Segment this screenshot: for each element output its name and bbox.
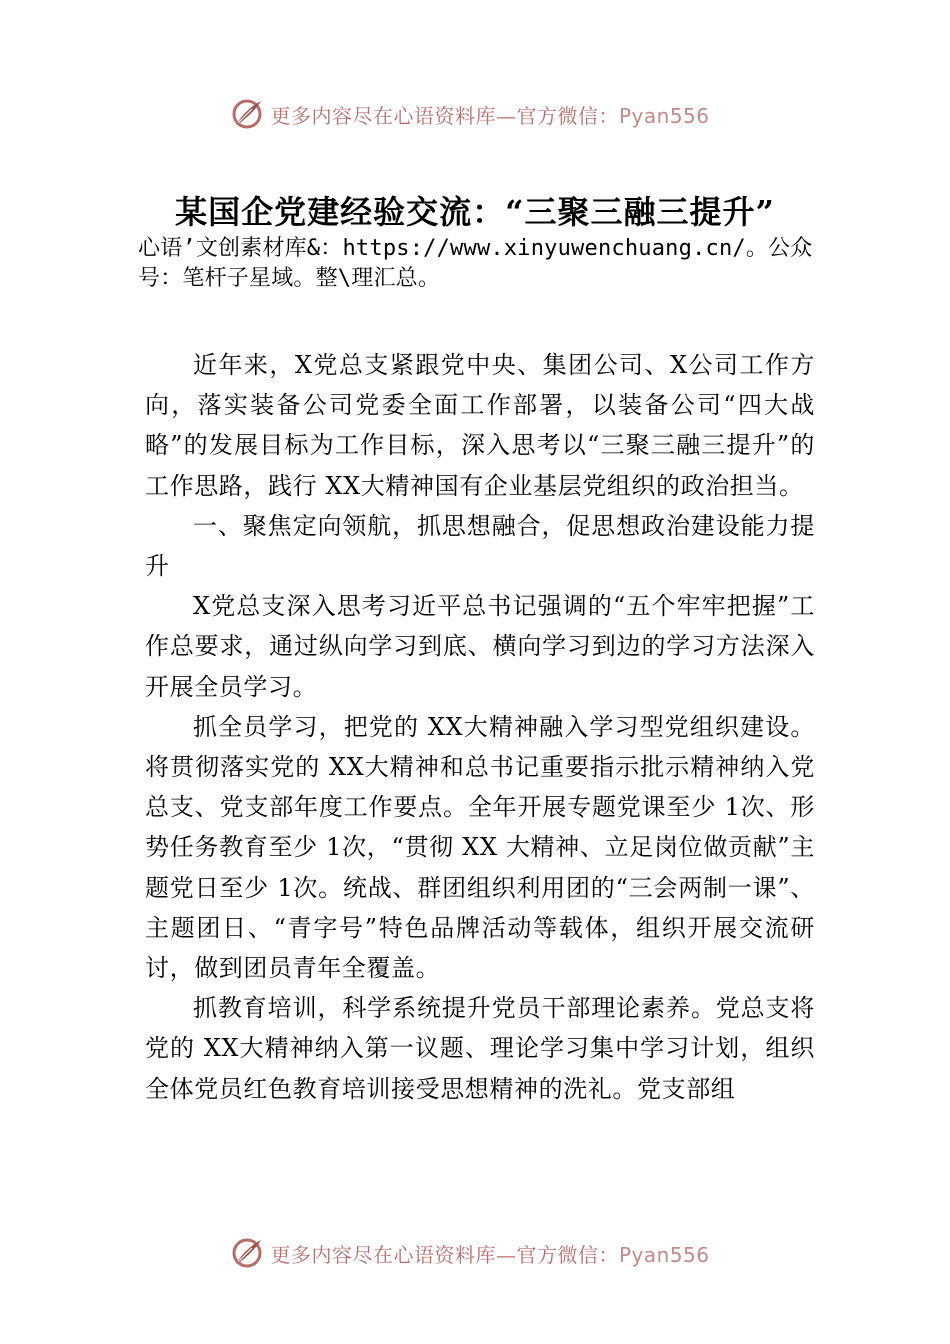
- paragraph: 抓全员学习，把党的 XX大精神融入学习型党组织建设。将贯彻落实党的 XX大精神和总书记重要指示批示精神纳入党总支、党支部年度工作要点。全年开展专题党课至少 1次、形势任务教育至少 1次，“贯彻 XX 大精神、立足岗位做贡献”主题党日至少 1次。统战、群团组织利用团的“三会两制一课”、主题团日、“青字号”特色品牌活动等载体，组织开展交流研讨，做到团员青年全覆盖。: [145, 712, 815, 983]
- banner-wechat-id: Pyan556: [618, 103, 710, 128]
- banner-text: [270, 1239, 709, 1268]
- banner-wechat-id: Pyan556: [618, 1242, 710, 1267]
- paragraph: 抓教育培训，科学系统提升党员干部理论素养。党总支将党的 XX大精神纳入第一议题、理论学习集中学习计划，组织全体党员红色教育培训接受思想精神的洗礼。党支部组: [145, 994, 815, 1103]
- banner-separator: —: [495, 1242, 517, 1267]
- section-heading: 一、聚焦定向领航，抓思想融合，促思想政治建设能力提升: [145, 511, 815, 581]
- document-title: 某国企党建经验交流：“三聚三融三提升”: [175, 193, 775, 231]
- banner-text: [270, 100, 709, 129]
- top-banner: [0, 94, 950, 134]
- paragraph: X党总支深入思考习近平总书记强调的“五个牢牢把握”工作总要求，通过纵向学习到底、横向学习到边的学习方法深入开展全员学习。: [145, 592, 815, 701]
- banner-label: 官方微信：: [516, 103, 619, 128]
- bottom-banner: [0, 1233, 950, 1273]
- quill-logo-icon: [230, 1236, 264, 1270]
- source-note: 心语’文创素材库&：https://www.xinyuwenchuang.cn/。公众号：笔杆子星域。整\理汇总。: [138, 236, 813, 291]
- banner-label: 官方微信：: [516, 1242, 619, 1267]
- banner-separator: —: [495, 103, 517, 128]
- quill-logo-icon: [230, 97, 264, 131]
- paragraph: 近年来，X党总支紧跟党中央、集团公司、X公司工作方向，落实装备公司党委全面工作部署，以装备公司“四大战略”的发展目标为工作目标，深入思考以“三聚三融三提升”的工作思路，践行 XX大精神国有企业基层党组织的政治担当。: [145, 351, 815, 500]
- document-body: [145, 345, 815, 1109]
- banner-slogan: 更多内容尽在心语资料库: [270, 1242, 496, 1267]
- banner-slogan: 更多内容尽在心语资料库: [270, 103, 496, 128]
